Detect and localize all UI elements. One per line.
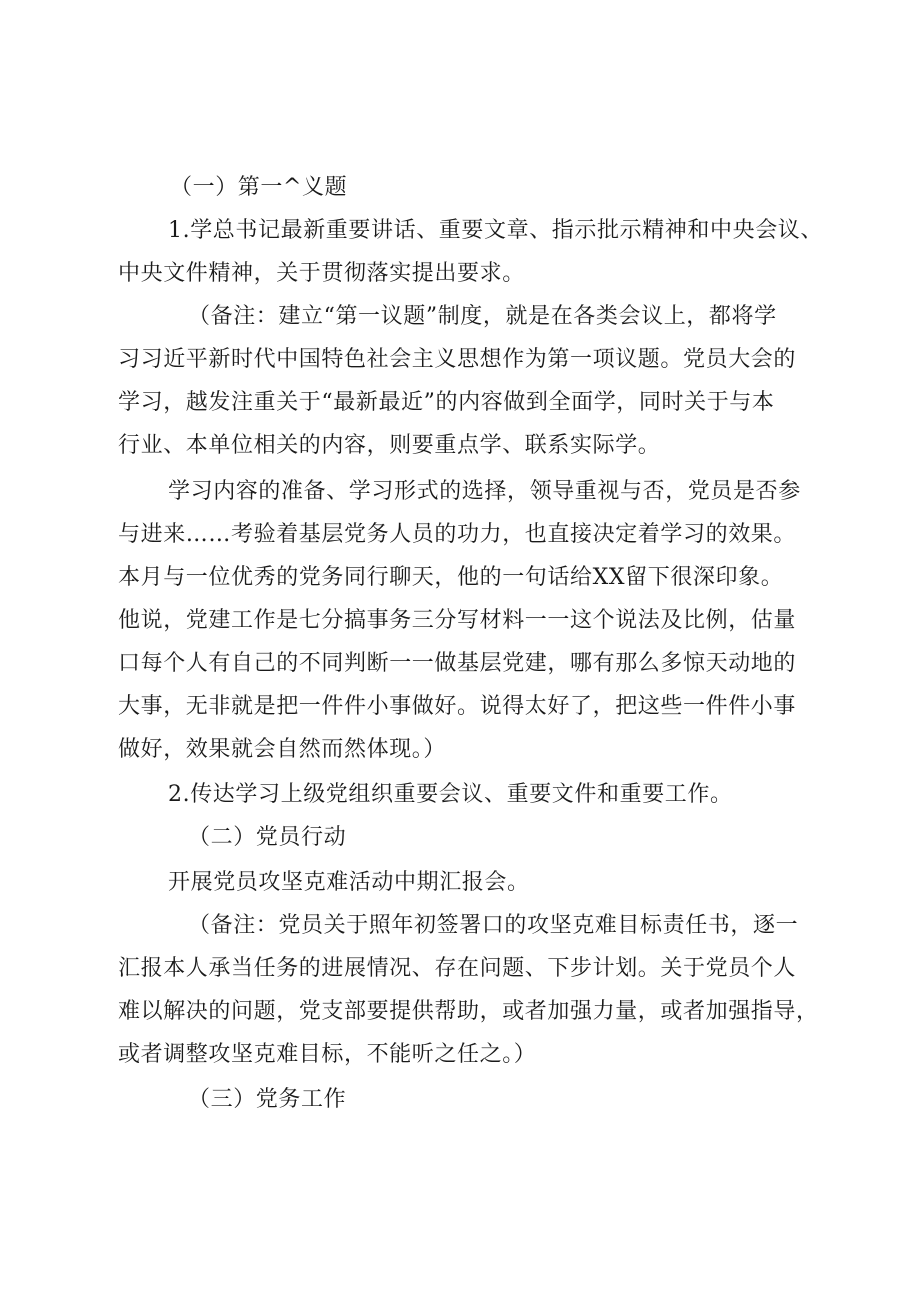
note-1-line-4: 行业、本单位相关的内容，则要重点学、联系实际学。 [118, 433, 661, 458]
item-1-line-2: 中央文件精神，关于贯彻落实提出要求。 [118, 261, 525, 286]
note-1-cont-line-2: 与进来……考验着基层党务人员的功力，也直接决定着学习的效果。 [118, 522, 797, 547]
note-1-cont-line-6: 大事，无非就是把一件件小事做好。说得太好了，把这些一件件小事 [118, 694, 797, 719]
note-2-line-1: （备注：党员关于照年初签署口的攻坚克难目标责任书，逐一 [188, 913, 799, 938]
note-1-line-2: 习习近平新时代中国特色社会主义思想作为第一项议题。党员大会的 [118, 347, 797, 372]
note-2-line-4: 或者调整攻坚克难目标，不能听之任之。） [118, 1042, 537, 1067]
section-heading-party-affairs: （三）党务工作 [188, 1087, 347, 1112]
item-1-line-1: 1.学总书记最新重要讲话、重要文章、指示批示精神和中央会议、 [168, 218, 823, 243]
section-2-body: 开展党员攻坚克难活动中期汇报会。 [168, 870, 530, 895]
note-2-line-2: 汇报本人承当任务的进展情况、存在问题、下步计划。关于党员个人 [118, 956, 797, 981]
note-1-cont-line-1: 学习内容的准备、学习形式的选择，领导重视与否，党员是否参 [168, 479, 801, 504]
note-1-cont-line-4: 他说，党建工作是七分搞事务三分写材料一一这个说法及比例，估量 [118, 608, 797, 633]
note-1-cont-line-7: 做好，效果就会自然而然体现。） [118, 737, 447, 762]
note-1-line-3: 学习，越发注重关于“最新最近”的内容做到全面学，同时关于与本 [118, 390, 775, 415]
note-1-cont-line-5: 口每个人有自己的不同判断一一做基层党建，哪有那么多惊天动地的 [118, 651, 797, 676]
note-1-cont-line-3: 本月与一位优秀的党务同行聊天，他的一句话给XX留下很深印象。 [118, 565, 784, 590]
section-heading-first-topic: （一）第一^义题 [170, 175, 348, 200]
section-heading-party-action: （二）党员行动 [188, 825, 347, 850]
note-1-line-1: （备注：建立“第一议题”制度，就是在各类会议上，都将学 [188, 304, 777, 329]
item-2: 2.传达学习上级党组织重要会议、重要文件和重要工作。 [168, 782, 733, 807]
note-2-line-3: 难以解决的问题，党支部要提供帮助，或者加强力量，或者加强指导， [118, 999, 819, 1024]
